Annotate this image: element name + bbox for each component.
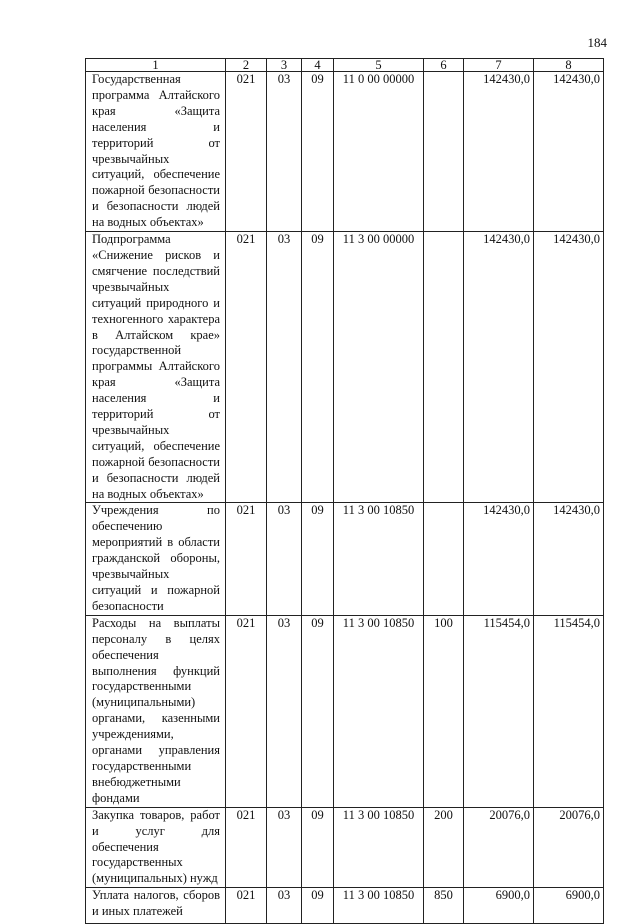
row-code-2: 021 xyxy=(226,503,267,615)
table-header-row xyxy=(86,59,604,72)
row-code-5: 11 3 00 00000 xyxy=(334,232,424,503)
row-amount-7: 142430,0 xyxy=(464,72,534,232)
row-code-3: 03 xyxy=(267,807,302,888)
header-cell-6: 6 xyxy=(424,59,464,72)
row-code-6: 100 xyxy=(424,615,464,807)
header-cell-5: 5 xyxy=(334,59,424,72)
row-name: Расходы на выплаты персоналу в целях обеспечения выполнения функций государственными (муниципальными) органами, казенными учреждениями, органами управления государственными внебюджетными фондами xyxy=(86,615,226,807)
row-code-2: 021 xyxy=(226,807,267,888)
row-code-6 xyxy=(424,232,464,503)
row-name: Учреждения по обеспечению мероприятий в области гражданской обороны, чрезвычайных ситуаций и пожарной безопасности xyxy=(86,503,226,615)
row-amount-8: 20076,0 xyxy=(534,807,604,888)
table-row xyxy=(86,72,604,232)
row-code-4: 09 xyxy=(302,503,334,615)
table-row xyxy=(86,807,604,888)
row-amount-7: 6900,0 xyxy=(464,888,534,924)
table-row xyxy=(86,232,604,503)
header-cell-1: 1 xyxy=(86,59,226,72)
row-code-5: 11 3 00 10850 xyxy=(334,807,424,888)
row-code-2: 021 xyxy=(226,888,267,924)
header-cell-3: 3 xyxy=(267,59,302,72)
row-code-4: 09 xyxy=(302,807,334,888)
row-name: Подпрограмма «Снижение рисков и смягчение последствий чрезвычайных ситуаций природного и техногенного характера в Алтайском крае» государственной программы Алтайского края «Защита населения и территорий от чрезвычайных ситуаций, обеспечение пожарной безопасности и безопасности людей на водных объектах» xyxy=(86,232,226,503)
row-code-3: 03 xyxy=(267,888,302,924)
row-amount-8: 6900,0 xyxy=(534,888,604,924)
budget-table xyxy=(85,58,604,924)
row-amount-7: 142430,0 xyxy=(464,503,534,615)
row-code-5: 11 3 00 10850 xyxy=(334,615,424,807)
row-code-5: 11 0 00 00000 xyxy=(334,72,424,232)
row-code-2: 021 xyxy=(226,232,267,503)
row-code-2: 021 xyxy=(226,615,267,807)
row-amount-7: 115454,0 xyxy=(464,615,534,807)
row-code-4: 09 xyxy=(302,72,334,232)
row-code-6: 850 xyxy=(424,888,464,924)
row-code-6 xyxy=(424,72,464,232)
row-code-5: 11 3 00 10850 xyxy=(334,888,424,924)
table-row xyxy=(86,888,604,924)
row-code-3: 03 xyxy=(267,72,302,232)
row-name: Закупка товаров, работ и услуг для обеспечения государственных (муниципальных) нужд xyxy=(86,807,226,888)
header-cell-7: 7 xyxy=(464,59,534,72)
row-code-3: 03 xyxy=(267,615,302,807)
row-code-2: 021 xyxy=(226,72,267,232)
page-number: 184 xyxy=(587,35,607,50)
row-amount-8: 142430,0 xyxy=(534,232,604,503)
row-code-4: 09 xyxy=(302,232,334,503)
row-code-4: 09 xyxy=(302,615,334,807)
row-amount-7: 142430,0 xyxy=(464,232,534,503)
row-code-4: 09 xyxy=(302,888,334,924)
row-amount-8: 142430,0 xyxy=(534,72,604,232)
header-cell-8: 8 xyxy=(534,59,604,72)
row-code-6: 200 xyxy=(424,807,464,888)
row-name: Уплата налогов, сборов и иных платежей xyxy=(86,888,226,924)
row-name: Государственная программа Алтайского края «Защита населения и территорий от чрезвычайных ситуаций, обеспечение пожарной безопасности и безопасности людей на водных объектах» xyxy=(86,72,226,232)
header-cell-4: 4 xyxy=(302,59,334,72)
row-amount-7: 20076,0 xyxy=(464,807,534,888)
row-code-3: 03 xyxy=(267,232,302,503)
table-row xyxy=(86,503,604,615)
table-row xyxy=(86,615,604,807)
row-code-5: 11 3 00 10850 xyxy=(334,503,424,615)
row-amount-8: 142430,0 xyxy=(534,503,604,615)
row-amount-8: 115454,0 xyxy=(534,615,604,807)
header-cell-2: 2 xyxy=(226,59,267,72)
row-code-6 xyxy=(424,503,464,615)
row-code-3: 03 xyxy=(267,503,302,615)
